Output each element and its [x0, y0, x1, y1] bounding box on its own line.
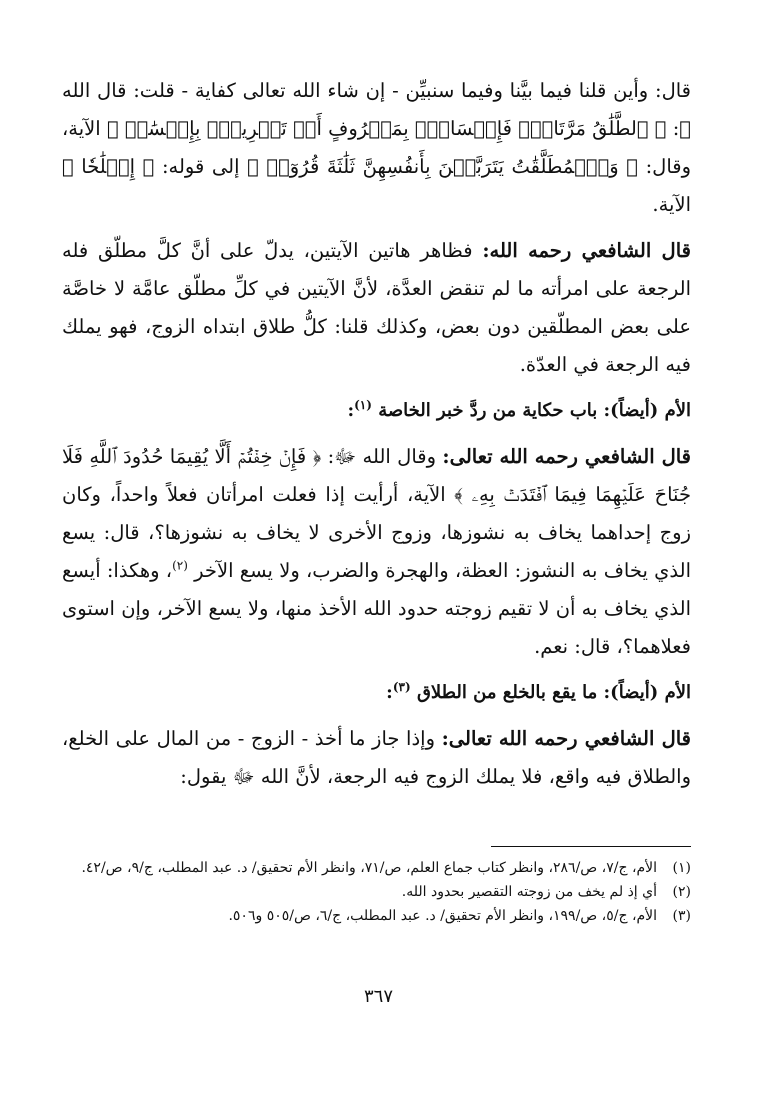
section-heading-2-text: الأم (أيضاً): ما يقع بالخلع من الطلاق [416, 682, 691, 703]
paragraph-4-text: وإذا جاز ما أخذ - الزوج - من المال على الخلع، والطلاق فيه واقع، فلا يملك الزوج فيه الرجعة، لأنَّ الله ﷻ يقول: [62, 727, 691, 788]
paragraph-4 [62, 720, 691, 796]
section-heading-2 [62, 674, 691, 712]
paragraph-3-text-a: وقال الله ﷻ: ﴿ فَإِنۡ خِفۡتُمۡ أَلَّا يُقِيمَا حُدُودَ ٱللَّهِ فَلَا جُنَاحَ عَلَيۡهِمَا فِيمَا ٱفۡتَدَتۡ بِهِۦ ﴾ الآية، أرأيت إذا فعلت امرأتان فعلاً واحداً، وكان زوج إحداهما يخاف به نشوزها، وزوج الأخرى لا يخاف به نشوزها؟، قال: يسع الذي يخاف به النشوز: العظة، والهجرة والضرب، ولا يسع الآخر [62, 445, 691, 582]
section-heading-2-colon: : [386, 682, 393, 703]
paragraph-1-text: قال: وأين قلنا فيما بيَّنا وفيما سنبيِّن - إن شاء الله تعالى كفاية - قلت: قال الله ﷻ: ﴿ ٱلطَّلَٰقُ مَرَّتَانِۖ فَإِمۡسَاكُۢ بِمَعۡرُوفٍ أَوۡ تَسۡرِيحُۢ بِإِحۡسَٰنٖ ﴾ الآية، وقال: ﴿ وَٱلۡمُطَلَّقَٰتُ يَتَرَبَّصۡنَ بِأَنفُسِهِنَّ ثَلَٰثَةَ قُرُوٓءٖ ﴾ إلى قوله: ﴿ إِصۡلَٰحٗا ﴾ الآية. [62, 79, 691, 216]
paragraph-4-lead: قال الشافعي رحمه الله تعالى: [441, 727, 692, 750]
section-heading-1-text: الأم (أيضاً): باب حكاية من ردَّ خبر الخاصة [378, 400, 691, 421]
paragraph-3 [62, 438, 691, 666]
paragraph-3-text-b: ، وهكذا: أيسع الذي يخاف به أن لا تقيم زوجته حدود الله الأخذ منها، ولا يسع الآخر، وإن استوى فعلاهما؟، قال: نعم. [62, 559, 691, 658]
footnote-3 [66, 904, 691, 928]
footnote-ref-3: (٣) [392, 680, 411, 694]
paragraph-3-lead: قال الشافعي رحمه الله تعالى: [442, 445, 691, 468]
footnote-2-number: (٢) [672, 884, 691, 900]
footnote-2 [66, 880, 691, 904]
footnote-1-number: (١) [672, 860, 691, 876]
footnote-3-text: الأم، ج/٥، ص/١٩٩، وانظر الأم تحقيق/ د. عبد المطلب، ج/٦، ص/٥٠٥ و٥٠٦. [228, 908, 657, 924]
paragraph-2-lead: قال الشافعي رحمه الله: [482, 239, 691, 262]
main-text [62, 72, 691, 796]
footnote-separator [491, 846, 691, 847]
paragraph-2-text: فظاهر هاتين الآيتين، يدلّ على أنَّ كلَّ مطلّق فله الرجعة على امرأته ما لم تنقض العدَّة، لأنَّ الآيتين في كلِّ مطلّق عامَّة لا خاصَّة على بعض المطلّقين دون بعض، وكذلك قلنا: كلُّ طلاق ابتداه الزوج، فهو يملك فيه الرجعة في العدّة. [62, 239, 691, 376]
footnote-3-number: (٣) [672, 908, 691, 924]
page-number: ٣٦٧ [363, 986, 393, 1007]
footnotes [66, 856, 691, 928]
footnote-1 [66, 856, 691, 880]
footnote-ref-1: (١) [354, 398, 372, 412]
section-heading-1-colon: : [347, 400, 355, 421]
paragraph-2 [62, 232, 691, 384]
section-heading-1 [62, 392, 691, 430]
footnote-1-text: الأم، ج/٧، ص/٢٨٦، وانظر كتاب جماع العلم، ص/٧١، وانظر الأم تحقيق/ د. عبد المطلب، ج/٩، ص/٤٢. [81, 860, 657, 876]
paragraph-1 [62, 72, 691, 224]
footnote-2-text: أي إذ لم يخف من زوجته التقصير بحدود الله. [401, 884, 657, 900]
footnote-ref-2: (٢) [172, 558, 188, 573]
